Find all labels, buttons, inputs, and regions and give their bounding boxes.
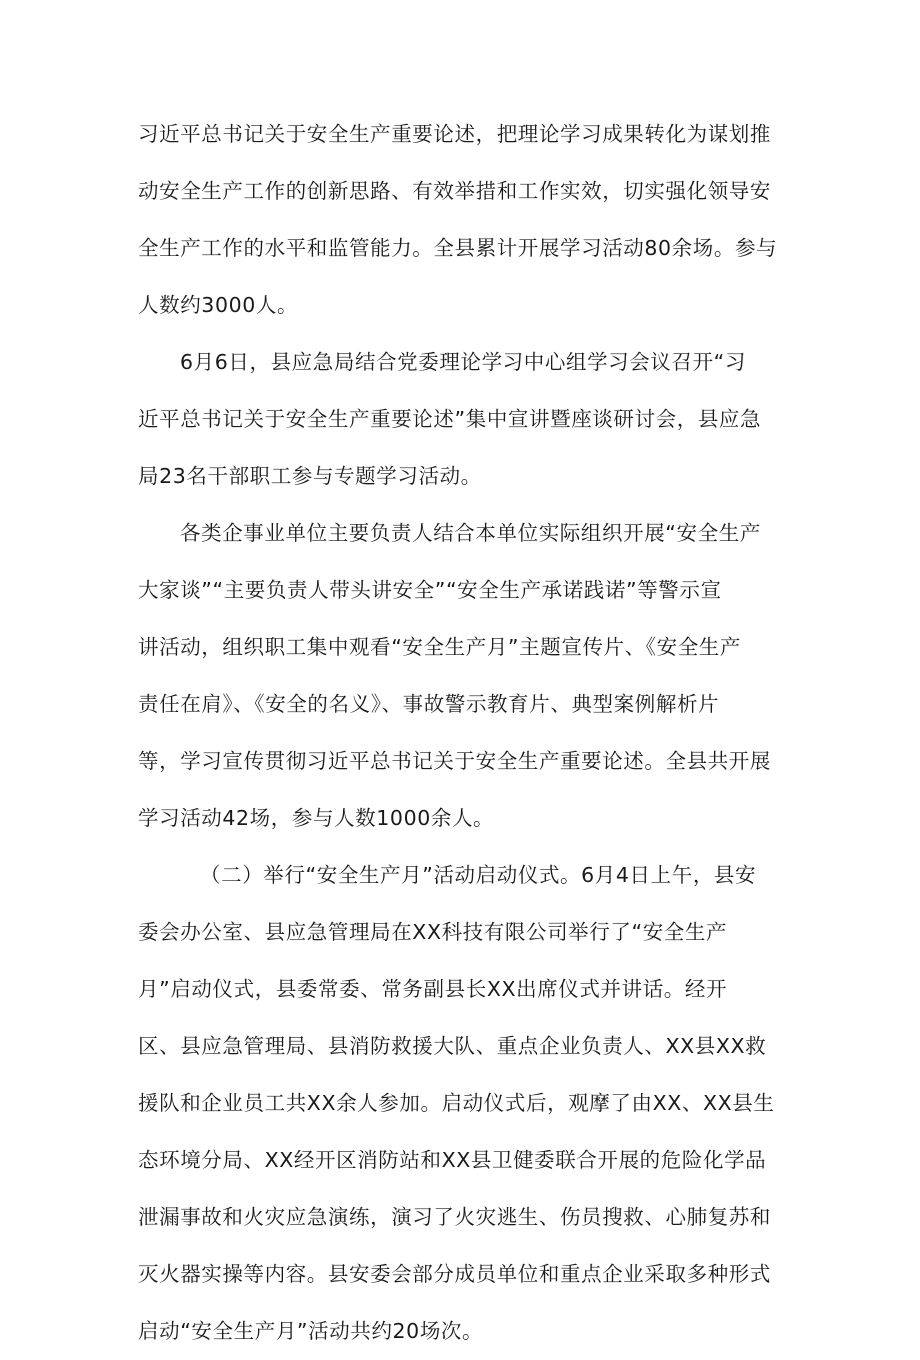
section-heading-line: （二）举行“安全生产月”活动启动仪式。6月4日上午，县安: [200, 863, 757, 887]
text-line: 全生产工作的水平和监管能力。全县累计开展学习活动80余场。参与: [138, 236, 778, 260]
text-line: 援队和企业员工共XX余人参加。启动仪式后，观摩了由XX、XX县生: [138, 1091, 775, 1115]
text-line: 态环境分局、XX经开区消防站和XX县卫健委联合开展的危险化学品: [138, 1148, 767, 1172]
paragraph-study-summary: [138, 106, 788, 334]
text-line: 近平总书记关于安全生产重要论述”集中宣讲暨座谈研讨会，县应急: [138, 407, 762, 431]
text-line: 泄漏事故和火灾应急演练，演习了火灾逃生、伤员搜救、心肺复苏和: [138, 1205, 771, 1229]
text-line: 委会办公室、县应急管理局在XX科技有限公司举行了“安全生产: [138, 920, 728, 944]
text-line: 区、县应急管理局、县消防救援大队、重点企业负责人、XX县XX救: [138, 1034, 767, 1058]
text-line: 责任在肩》、《安全的名义》、事故警示教育片、典型案例解析片: [138, 692, 720, 716]
text-line: 各类企事业单位主要负责人结合本单位实际组织开展“安全生产: [180, 521, 761, 545]
text-line: 人数约3000人。: [138, 293, 299, 317]
text-line: 6月6日，县应急局结合党委理论学习中心组学习会议召开“习: [180, 350, 747, 374]
text-line: 启动“安全生产月”活动共约20场次。: [138, 1319, 484, 1343]
text-line: 习近平总书记关于安全生产重要论述，把理论学习成果转化为谋划推: [138, 122, 771, 146]
text-line: 讲活动，组织职工集中观看“安全生产月”主题宣传片、《安全生产: [138, 635, 741, 659]
text-line: 月”启动仪式，县委常委、常务副县长XX出席仪式并讲话。经开: [138, 977, 728, 1001]
document-body: [138, 106, 788, 1360]
paragraph-launch-ceremony: [138, 847, 788, 1360]
text-line: 灭火器实操等内容。县安委会部分成员单位和重点企业采取多种形式: [138, 1262, 771, 1286]
paragraph-june-6-seminar: [138, 334, 788, 505]
text-line: 大家谈”“主要负责人带头讲安全”“安全生产承诺践诺”等警示宣: [138, 578, 722, 602]
text-line: 局23名干部职工参与专题学习活动。: [138, 464, 482, 488]
paragraph-enterprise-activities: [138, 505, 788, 847]
text-line: 动安全生产工作的创新思路、有效举措和工作实效，切实强化领导安: [138, 179, 771, 203]
text-line: 等，学习宣传贯彻习近平总书记关于安全生产重要论述。全县共开展: [138, 749, 771, 773]
text-line: 学习活动42场，参与人数1000余人。: [138, 806, 495, 830]
